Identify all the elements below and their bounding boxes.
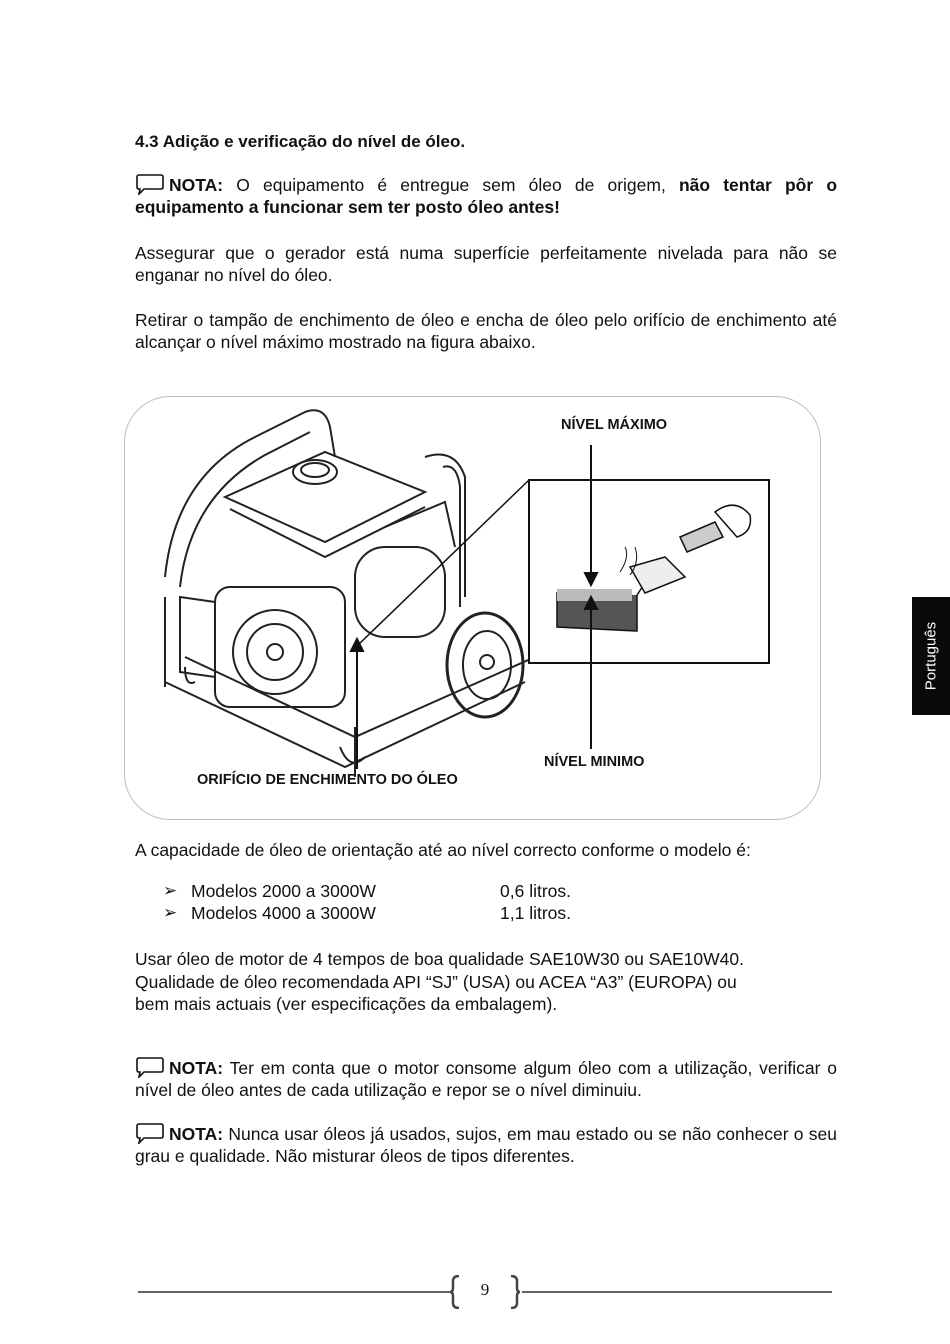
arrowhead-bullet-icon: ➢ bbox=[163, 881, 178, 900]
note-label: NOTA: bbox=[169, 1124, 224, 1144]
footer-rule-right bbox=[522, 1291, 832, 1293]
note-3 bbox=[135, 1122, 837, 1167]
note-label: NOTA: bbox=[169, 175, 224, 195]
arrowhead-bullet-icon: ➢ bbox=[163, 903, 178, 922]
paragraph-level-surface: Assegurar que o gerador está numa superfície perfeitamente nivelada para não se enganar no nível do óleo. bbox=[135, 243, 837, 285]
note-text: Ter em conta que o motor consome algum óleo com a utilização, verificar o nível de óleo antes de cada utilização e repor se o nível diminuiu. bbox=[135, 1058, 837, 1100]
capacity-intro: A capacidade de óleo de orientação até ao nível correcto conforme o modelo é: bbox=[135, 840, 751, 860]
note-1 bbox=[135, 173, 837, 218]
footer-rule-left bbox=[138, 1291, 450, 1293]
model-name: Modelos 2000 a 3000W bbox=[191, 881, 376, 901]
language-tab bbox=[912, 597, 950, 715]
paragraph-fill-instructions: Retirar o tampão de enchimento de óleo e encha de óleo pelo orifício de enchimento até alcançar o nível máximo mostrado na figura abaixo. bbox=[135, 310, 837, 352]
speech-bubble-icon bbox=[135, 1122, 165, 1144]
label-oil-fill-hole: ORIFÍCIO DE ENCHIMENTO DO ÓLEO bbox=[197, 772, 458, 788]
model-capacity: 0,6 litros. bbox=[500, 881, 571, 901]
oil-spec-line: Qualidade de óleo recomendada API “SJ” (USA) ou ACEA “A3” (EUROPA) ou bbox=[135, 971, 737, 992]
label-max-level: NÍVEL MÁXIMO bbox=[561, 417, 668, 433]
note-label: NOTA: bbox=[169, 1058, 224, 1078]
speech-bubble-icon bbox=[135, 173, 165, 195]
model-capacity: 1,1 litros. bbox=[500, 903, 571, 923]
speech-bubble-icon bbox=[135, 1056, 165, 1078]
oil-spec bbox=[135, 948, 744, 1016]
note-warning: não tentar pôr o equipamento a funcionar sem ter posto óleo antes! bbox=[135, 175, 838, 217]
label-min-level: NÍVEL MINIMO bbox=[544, 754, 645, 770]
oil-spec-line: Usar óleo de motor de 4 tempos de boa qualidade SAE10W30 ou SAE10W40. bbox=[135, 949, 744, 969]
oil-spec-line: bem mais actuais (ver especificações da embalagem). bbox=[135, 994, 558, 1014]
section-heading: 4.3 Adição e verificação do nível de óleo. bbox=[135, 132, 466, 151]
model-name: Modelos 4000 a 3000W bbox=[191, 903, 376, 923]
generator-illustration bbox=[125, 397, 822, 821]
note-2 bbox=[135, 1056, 837, 1101]
page-number: 9 bbox=[480, 1280, 490, 1299]
note-text: Nunca usar óleos já usados, sujos, em mau estado ou se não conhecer o seu grau e qualidade. Não misturar óleos de tipos diferentes. bbox=[135, 1124, 837, 1166]
note-text: O equipamento é entregue sem óleo de origem, bbox=[223, 175, 679, 195]
language-tab-label: Português bbox=[922, 621, 940, 691]
generator-oil-figure bbox=[124, 396, 821, 820]
